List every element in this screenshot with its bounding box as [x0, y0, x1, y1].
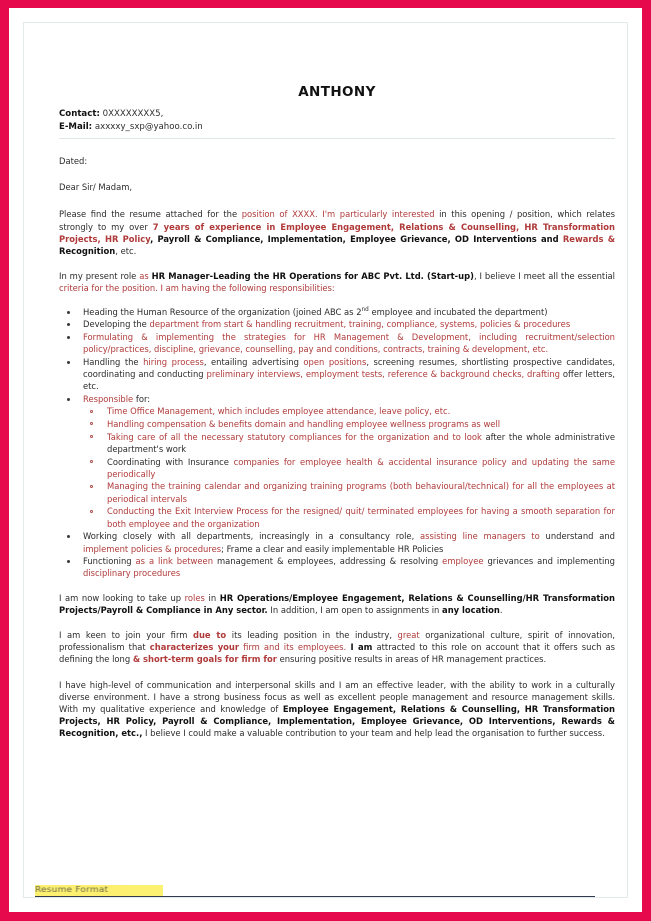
present-role-run-5: criteria [59, 283, 89, 294]
list-item [83, 405, 615, 417]
resp-3-g: offer letters, etc. [83, 369, 616, 392]
page-title: ANTHONY [298, 84, 376, 100]
closing-paragraph [59, 679, 615, 740]
keen-to-join-paragraph [59, 629, 615, 666]
intro-run-1: Please find the resume attached for the [59, 209, 242, 220]
responsibilities-list [59, 306, 615, 580]
looking-for-paragraph [59, 592, 615, 616]
intro-run-7: Rewards & [562, 233, 616, 244]
sub-4-a: Managing the training calendar and organizing training programs (both behavioural/technical) for all the employees at periodical intervals [107, 481, 615, 504]
present-role-run-4: , I believe I meet all the essential [473, 271, 615, 282]
resp-1-b: department from start & handling recruitment, training, compliance, systems, policies & procedures [149, 319, 571, 330]
resp-3-c: , entailing advertising [203, 356, 304, 367]
tail-0-e: ; Frame a clear and easily implementable HR Policies [221, 543, 444, 554]
resp-2-a: Formulating & implementing the strategies for HR Management & Development, including recruitment/selection policy/practices, discipline, grievance, counselling, pay and conditions, contracts, training & development, etc. [83, 332, 615, 355]
tail-1-e: grievances and implementing [483, 556, 615, 567]
document-page [9, 8, 642, 912]
tail-1-d: employee [442, 556, 484, 567]
footer-rule [35, 896, 595, 897]
tail-0-c: understand and [539, 531, 615, 542]
sub-3-a: Coordinating with Insurance [107, 456, 234, 467]
intro-run-2: position of XXXX. I'm particularly interested [241, 209, 435, 220]
sub-3-c: health & accidental insurance policy and updating the same periodically [107, 456, 615, 479]
keen-run-6: characterizes your [149, 642, 239, 653]
sub-0-a: Time Office Management, which includes employee attendance, leave policy, etc. [107, 406, 451, 417]
resp-3-a: Handling the [83, 356, 144, 367]
intro-run-4: 7 years of experience in Employee Engagement, Relations & Counselling, HR Transformation Projects, [59, 221, 615, 244]
tail-1-a: Functioning [83, 556, 136, 567]
intro-run-3: in this opening / position, which relates strongly to my over [59, 209, 616, 232]
resp-1-a: Developing the [83, 319, 150, 330]
closing-run-1: I have high-level of communication and interpersonal skills and I am an effective leader, with the ability to work in a culturally diverse environment. I have a strong business focus as well as excellent people management and resource management skills. With my qualitative experience and knowledge of [59, 679, 615, 715]
intro-paragraph [59, 208, 615, 257]
sub-5-a: Conducting the Exit Interview Process for the resigned/ quit/ terminated employees for having a smooth separation for both employee and the organization [107, 506, 615, 529]
intro-run-5: HR Policy [104, 233, 151, 244]
list-item [83, 505, 615, 529]
list-item-responsible-for [59, 393, 615, 530]
present-role-run-6: for the position. I am having the following responsibilities: [88, 283, 335, 294]
list-item [59, 331, 615, 355]
contact-line [59, 108, 615, 120]
resp-3-e: , screening resumes, shortlisting prospective candidates, coordinating and conducting [83, 356, 615, 380]
keen-run-3: its leading position in the industry, [226, 630, 398, 641]
list-item [59, 356, 615, 393]
list-item [59, 318, 615, 330]
watermark-text: Resume Format [35, 885, 109, 895]
sub-1-a: Handling compensation & benefits domain and handling [107, 418, 347, 429]
keen-run-4: great [397, 630, 420, 641]
closing-run-2: Employee Engagement, Relations & Counselling, HR Transformation Projects, HR Policy, Payroll & Compliance, Implementation, Employee Grievance, OD Interventions, Rewards & Recognition, etc., [59, 704, 616, 739]
email-label: E-Mail: [59, 121, 93, 132]
tail-1-b: as a link between [135, 556, 214, 567]
dated-line: Dated: [59, 156, 88, 167]
present-role-run-2: as [139, 271, 152, 282]
tail-1-f: disciplinary procedures [83, 568, 181, 579]
watermark [35, 885, 163, 896]
keen-run-5: organizational culture, spirit of innovation, professionalism that [59, 630, 615, 653]
email-line [59, 121, 615, 133]
looking-run-7: . [499, 604, 503, 615]
contact-value: 0XXXXXXXX5, [99, 109, 164, 120]
keen-run-7: firm and its employees. [239, 642, 347, 653]
tail-0-d: implement policies & procedures [83, 543, 222, 554]
tail-0-a: Working closely with all departments, increasingly in a consultancy role, [83, 531, 421, 542]
responsible-for-label-a: Responsible [83, 394, 134, 405]
list-item [59, 555, 615, 579]
header-divider [59, 138, 615, 139]
resp-3-b: hiring process [143, 356, 204, 367]
keen-run-8: I am [346, 642, 373, 653]
resp-0-b: employee and incubated the department) [368, 306, 548, 317]
closing-run-3: I believe I could make a valuable contribution to your team and help lead the organisation to further success. [142, 728, 605, 739]
intro-run-9: , etc. [115, 246, 137, 257]
list-item [83, 480, 615, 504]
contact-block [59, 108, 615, 133]
contact-label: Contact: [59, 109, 100, 120]
keen-run-9: attracted to this role on account that it offers such as defining the long [59, 642, 615, 665]
present-role-run-3: HR Manager-Leading the HR Operations for ABC Pvt. Ltd. (Start-up) [151, 271, 474, 282]
tail-0-b: assisting line managers to [420, 531, 540, 542]
email-value: axxxxy_sxp@yahoo.co.in [92, 121, 203, 132]
resp-3-f: preliminary interviews, employment tests, reference & background checks, drafting [203, 369, 560, 380]
looking-run-5: In addition, I am open to assignments in [267, 604, 443, 615]
keen-run-11: ensuring positive results in areas of HR management practices. [276, 654, 547, 665]
intro-run-8: Recognition [59, 246, 116, 257]
keen-run-2: due to [192, 630, 227, 641]
list-item [83, 456, 615, 480]
list-item [59, 306, 615, 318]
looking-run-3: in [204, 592, 220, 603]
resp-0-sup: nd [361, 306, 369, 313]
looking-run-4: HR Operations/Employee Engagement, Relations & Counselling/HR Transformation Projects/Payroll & Compliance in Any sector. [59, 592, 615, 615]
sub-responsibilities-list [83, 405, 615, 530]
present-role-run-1: In my present role [59, 271, 140, 282]
present-role-paragraph [59, 270, 615, 294]
list-item [83, 418, 615, 430]
sub-2-b: after the whole administrative department's work [107, 431, 615, 454]
sub-2-a: Taking care of all the necessary statutory compliances for the organization and to look [107, 431, 486, 442]
list-item [83, 431, 615, 455]
resp-3-d: open positions [303, 356, 367, 367]
looking-run-6: any location [442, 604, 500, 615]
letter-body [59, 86, 615, 753]
salutation: Dear Sir/ Madam, [59, 182, 133, 193]
keen-run-1: I am keen to join your firm [59, 630, 193, 641]
resp-0-a: Heading the Human Resource of the organization (joined ABC as 2 [83, 306, 362, 317]
sub-3-b: companies for employee [233, 456, 342, 467]
sub-1-b: employee wellness programs as well [346, 418, 501, 429]
intro-run-6: , Payroll & Compliance, Implementation, Employee Grievance, OD Interventions and [150, 233, 563, 244]
keen-run-10: & short-term goals for firm for [132, 654, 277, 665]
list-item [59, 530, 615, 554]
looking-run-1: I am now looking to take up [59, 592, 185, 603]
responsible-for-label-b: for: [133, 394, 151, 405]
tail-1-c: management & employees, addressing & resolving [213, 556, 443, 567]
looking-run-2: roles [184, 592, 205, 603]
